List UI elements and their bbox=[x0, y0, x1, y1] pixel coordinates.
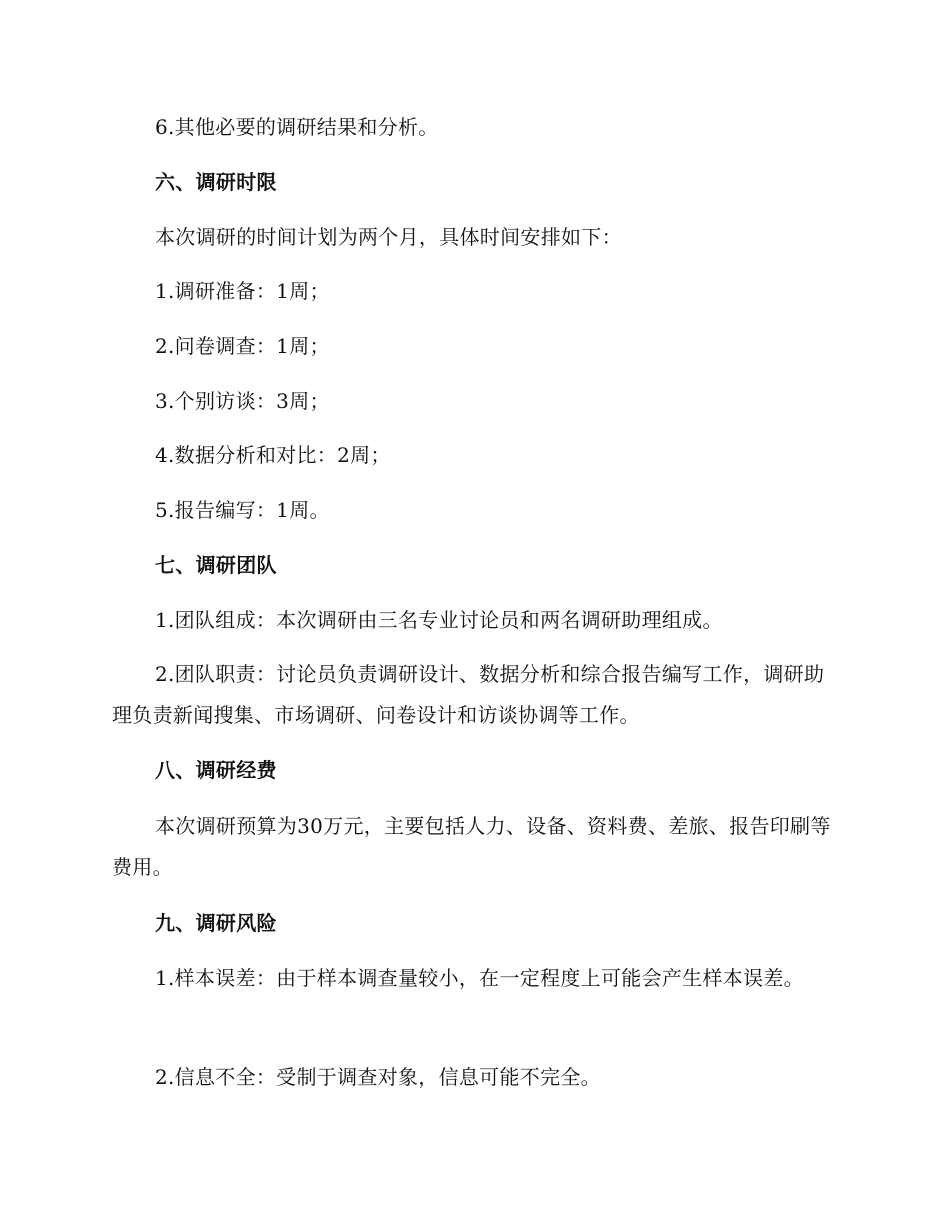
budget-paragraph: 本次调研预算为30万元，主要包括人力、设备、资料费、差旅、报告印刷等费用。 bbox=[112, 814, 831, 879]
schedule-item-1: 1.调研准备：1周； bbox=[155, 279, 330, 303]
paragraph-schedule-intro: 本次调研的时间计划为两个月，具体时间安排如下： bbox=[155, 225, 622, 249]
schedule-item-2: 2.问卷调查：1周； bbox=[155, 334, 330, 358]
schedule-item-3: 3.个别访谈：3周； bbox=[155, 389, 330, 413]
section-heading-risk: 九、调研风险 bbox=[155, 911, 277, 935]
team-duties: 2.团队职责：讨论员负责调研设计、数据分析和综合报告编写工作，调研助理负责新闻搜集、市场调研、问卷设计和访谈协调等工作。 bbox=[112, 662, 825, 727]
section-heading-team: 七、调研团队 bbox=[155, 553, 277, 577]
risk-incomplete-info: 2.信息不全：受制于调查对象，信息可能不完全。 bbox=[155, 1065, 601, 1089]
section-heading-budget: 八、调研经费 bbox=[155, 758, 277, 782]
schedule-item-5: 5.报告编写：1周。 bbox=[155, 498, 330, 522]
schedule-item-4: 4.数据分析和对比：2周； bbox=[155, 443, 391, 467]
paragraph-item-6: 6.其他必要的调研结果和分析。 bbox=[155, 115, 439, 139]
section-heading-time-limit: 六、调研时限 bbox=[155, 170, 277, 194]
risk-sample-error: 1.样本误差：由于样本调查量较小，在一定程度上可能会产生样本误差。 bbox=[155, 966, 804, 990]
team-composition: 1.团队组成：本次调研由三名专业讨论员和两名调研助理组成。 bbox=[155, 608, 723, 632]
